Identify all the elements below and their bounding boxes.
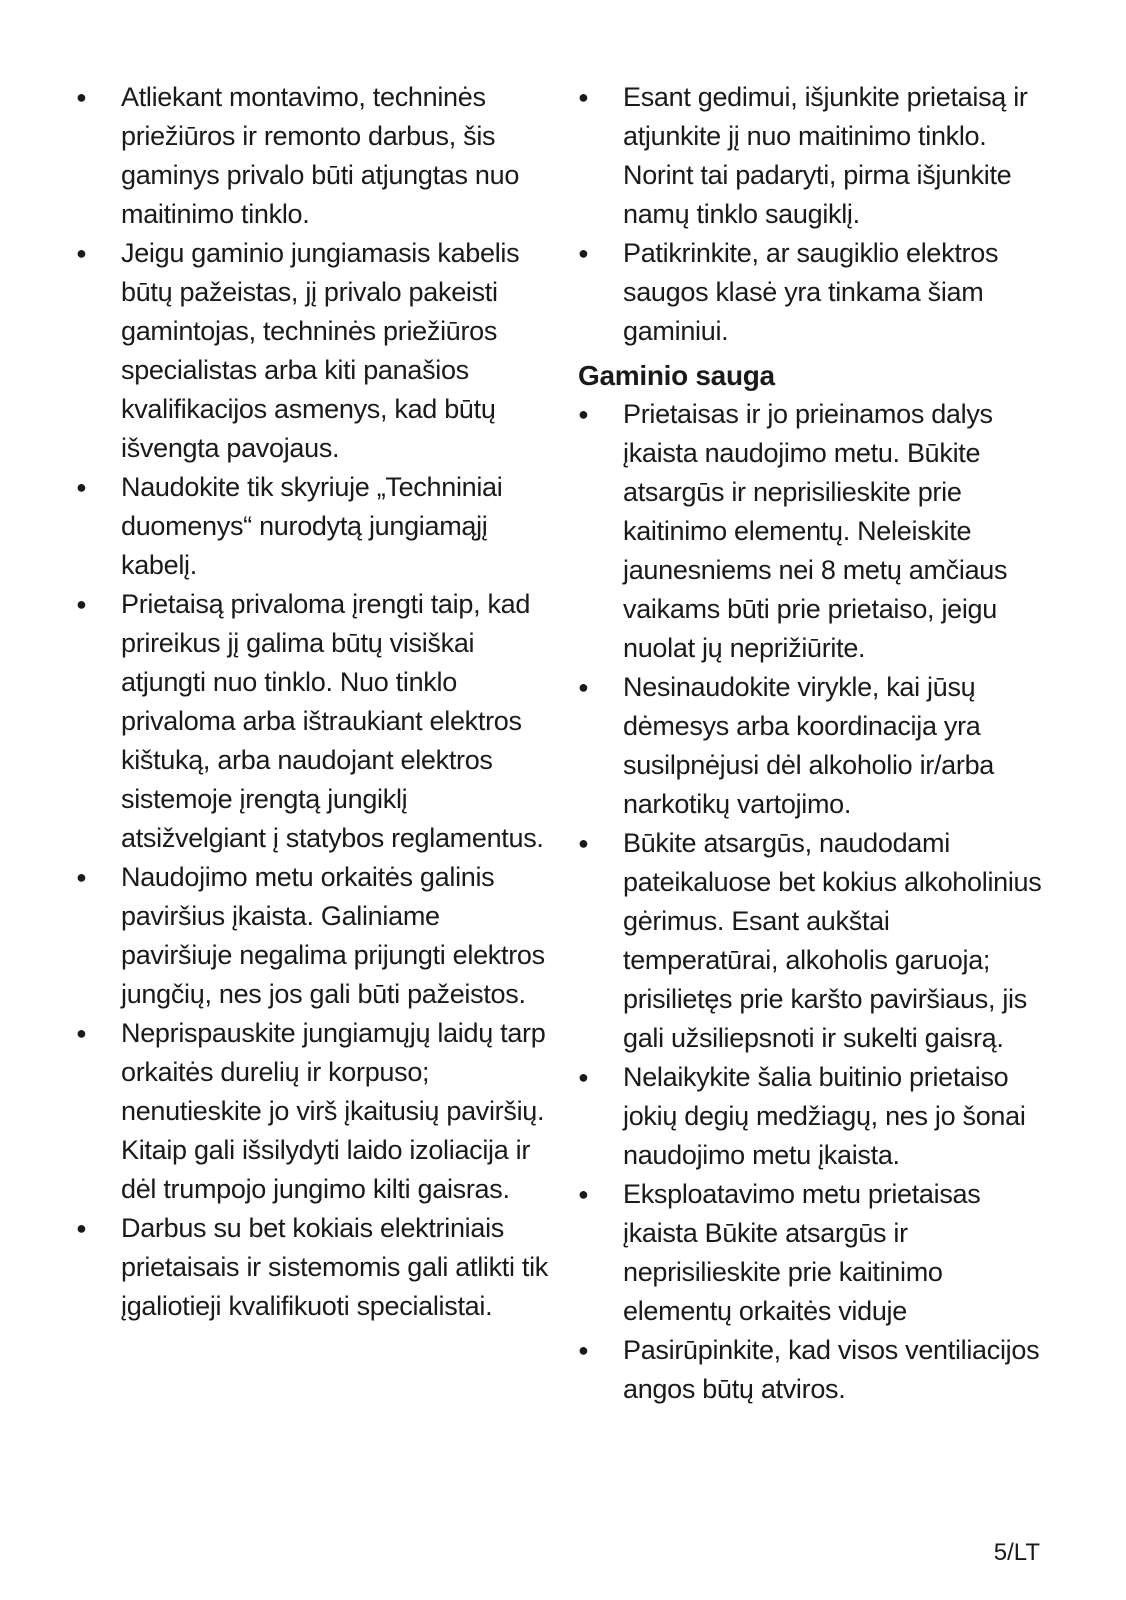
section-heading: Gaminio sauga — [578, 360, 775, 391]
list-item: ● Naudokite tik skyriuje „Techniniai duomenys“ nurodytą jungiamąjį kabelį. — [76, 468, 556, 585]
list-item: ● Atliekant montavimo, techninės priežiūros ir remonto darbus, šis gaminys privalo būti atjungtas nuo maitinimo tinklo. — [76, 78, 556, 234]
list-item: ● Eksploatavimo metu prietaisas įkaista Būkite atsargūs ir neprisilieskite prie kaitinimo elementų orkaitės viduje — [578, 1175, 1048, 1331]
right-column — [578, 78, 1048, 1409]
list-item: ● Jeigu gaminio jungiamasis kabelis būtų pažeistas, jį privalo pakeisti gamintojas, techninės priežiūros specialistas arba kiti panašios kvalifikacijos asmenys, kad būtų išvengta pavojaus. — [76, 234, 556, 468]
list-item: ● Patikrinkite, ar saugiklio elektros saugos klasė yra tinkama šiam gaminiui. — [578, 234, 1048, 351]
right-bullet-list-bottom — [578, 395, 1048, 1409]
left-column — [76, 78, 556, 1326]
list-item: ● Prietaisą privaloma įrengti taip, kad prireikus jį galima būtų visiškai atjungti nuo tinklo. Nuo tinklo privaloma arba ištraukiant elektros kištuką, arba naudojant elektros sistemoje įrengtą jungiklį atsižvelgiant į statybos reglamentus. — [76, 585, 556, 858]
list-item: ● Prietaisas ir jo prieinamos dalys įkaista naudojimo metu. Būkite atsargūs ir neprisilieskite prie kaitinimo elementų. Neleiskite jaunesniems nei 8 metų amčiaus vaikams būti prie prietaiso, jeigu nuolat jų neprižiūrite. — [578, 395, 1048, 668]
list-item: ● Būkite atsargūs, naudodami pateikaluose bet kokius alkoholinius gėrimus. Esant aukštai temperatūrai, alkoholis garuoja; prisilietęs prie karšto paviršiaus, jis gali užsiliepsnoti ir sukelti gaisrą. — [578, 824, 1048, 1058]
list-item: ● Nelaikykite šalia buitinio prietaiso jokių degių medžiagų, nes jo šonai naudojimo metu įkaista. — [578, 1058, 1048, 1175]
list-item: ● Pasirūpinkite, kad visos ventiliacijos angos būtų atviros. — [578, 1331, 1048, 1409]
list-item: ● Nesinaudokite virykle, kai jūsų dėmesys arba koordinacija yra susilpnėjusi dėl alkoholio ir/arba narkotikų vartojimo. — [578, 668, 1048, 824]
list-item: ● Neprispauskite jungiamųjų laidų tarp orkaitės durelių ir korpuso; nenutieskite jo virš įkaitusių paviršių. Kitaip gali išsilydyti laido izoliacija ir dėl trumpojo jungimo kilti gaisras. — [76, 1014, 556, 1209]
left-bullet-list — [76, 78, 556, 1326]
list-item: ● Darbus su bet kokiais elektriniais prietaisais ir sistemomis gali atlikti tik įgaliotieji kvalifikuoti specialistai. — [76, 1209, 556, 1326]
list-item: ● Naudojimo metu orkaitės galinis paviršius įkaista. Galiniame paviršiuje negalima prijungti elektros jungčių, nes jos gali būti pažeistos. — [76, 858, 556, 1014]
right-bullet-list-top — [578, 78, 1048, 351]
list-item: ● Esant gedimui, išjunkite prietaisą ir atjunkite jį nuo maitinimo tinklo. Norint tai padaryti, pirma išjunkite namų tinklo saugiklį. — [578, 78, 1048, 234]
page-number: 5/LT — [993, 1539, 1040, 1566]
